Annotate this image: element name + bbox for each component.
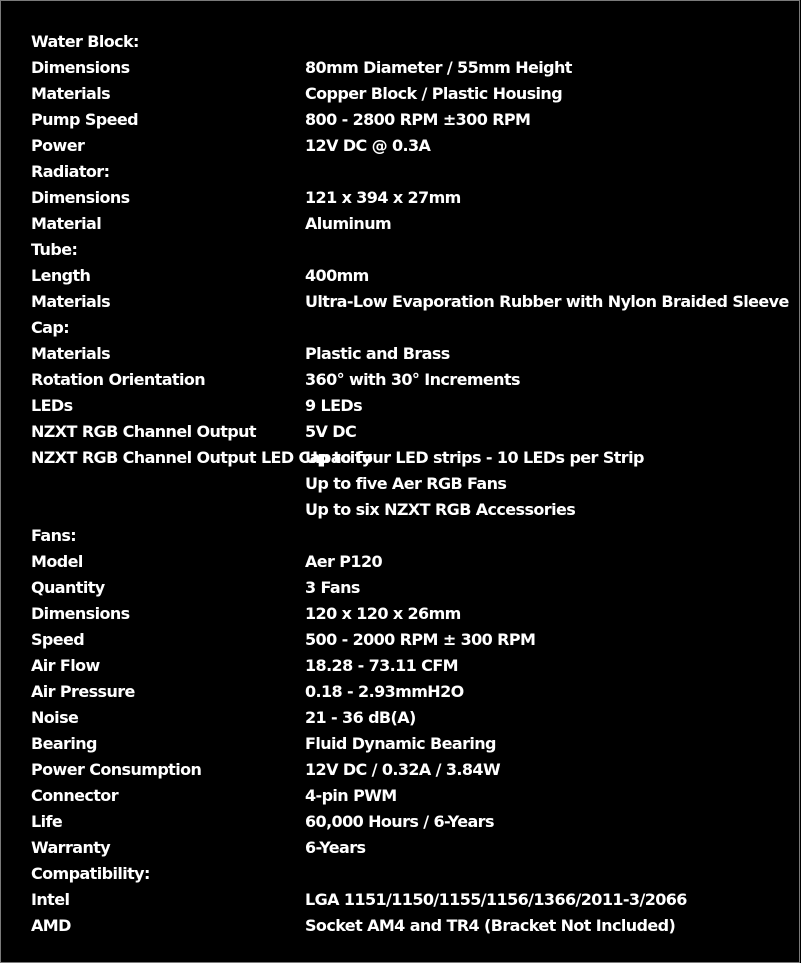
spec-row <box>31 55 801 81</box>
spec-value: 6-Years <box>305 838 366 857</box>
spec-label: NZXT RGB Channel Output <box>31 422 256 441</box>
spec-value: Plastic and Brass <box>305 344 450 363</box>
spec-value: 80mm Diameter / 55mm Height <box>305 58 572 77</box>
spec-label: Speed <box>31 630 85 649</box>
spec-value: Socket AM4 and TR4 (Bracket Not Included) <box>305 916 676 935</box>
spec-row <box>31 107 801 133</box>
spec-label: Connector <box>31 786 118 805</box>
spec-value: 121 x 394 x 27mm <box>305 188 461 207</box>
spec-value: Up to six NZXT RGB Accessories <box>305 500 576 519</box>
spec-row <box>31 627 801 653</box>
spec-value: LGA 1151/1150/1155/1156/1366/2011-3/2066 <box>305 890 687 909</box>
spec-value: Copper Block / Plastic Housing <box>305 84 563 103</box>
spec-label: Materials <box>31 344 110 363</box>
section-header-row <box>31 861 801 887</box>
spec-value: 0.18 - 2.93mmH2O <box>305 682 464 701</box>
spec-row <box>31 731 801 757</box>
spec-label: Material <box>31 214 102 233</box>
spec-label: Dimensions <box>31 604 130 623</box>
section-header-row <box>31 29 801 55</box>
spec-value: Aer P120 <box>305 552 383 571</box>
spec-label: Materials <box>31 292 110 311</box>
section-heading: Tube: <box>31 240 78 259</box>
spec-row <box>31 679 801 705</box>
spec-value: 12V DC @ 0.3A <box>305 136 431 155</box>
spec-row <box>31 133 801 159</box>
spec-row <box>31 471 801 497</box>
spec-row <box>31 913 801 939</box>
spec-row <box>31 835 801 861</box>
spec-label: Rotation Orientation <box>31 370 206 389</box>
spec-label: Air Pressure <box>31 682 135 701</box>
spec-value: Up to five Aer RGB Fans <box>305 474 507 493</box>
spec-label: Dimensions <box>31 58 130 77</box>
spec-row <box>31 263 801 289</box>
spec-label: Quantity <box>31 578 105 597</box>
spec-row <box>31 549 801 575</box>
spec-label: Noise <box>31 708 79 727</box>
spec-value: 5V DC <box>305 422 357 441</box>
spec-value: 60,000 Hours / 6-Years <box>305 812 494 831</box>
spec-value: 4-pin PWM <box>305 786 397 805</box>
spec-row <box>31 653 801 679</box>
spec-row <box>31 393 801 419</box>
spec-label: Air Flow <box>31 656 100 675</box>
section-heading: Fans: <box>31 526 77 545</box>
spec-row <box>31 497 801 523</box>
spec-value: Aluminum <box>305 214 392 233</box>
spec-label: Power <box>31 136 85 155</box>
section-heading: Radiator: <box>31 162 110 181</box>
spec-label: NZXT RGB Channel Output LED Capacity <box>31 448 372 467</box>
spec-label: Power Consumption <box>31 760 202 779</box>
spec-row <box>31 575 801 601</box>
spec-label: Length <box>31 266 91 285</box>
spec-row <box>31 705 801 731</box>
spec-value: Ultra-Low Evaporation Rubber with Nylon Braided Sleeve <box>305 292 789 311</box>
spec-value: 120 x 120 x 26mm <box>305 604 461 623</box>
spec-row <box>31 887 801 913</box>
spec-value: 400mm <box>305 266 369 285</box>
spec-row <box>31 601 801 627</box>
spec-row <box>31 809 801 835</box>
spec-value: 3 Fans <box>305 578 360 597</box>
section-header-row <box>31 237 801 263</box>
spec-table <box>31 29 801 939</box>
spec-label: AMD <box>31 916 71 935</box>
spec-label: Dimensions <box>31 188 130 207</box>
spec-label: LEDs <box>31 396 73 415</box>
spec-row <box>31 185 801 211</box>
spec-value: 12V DC / 0.32A / 3.84W <box>305 760 500 779</box>
spec-label: Bearing <box>31 734 97 753</box>
spec-value: Up to four LED strips - 10 LEDs per Strip <box>305 448 644 467</box>
spec-row <box>31 81 801 107</box>
spec-row <box>31 445 801 471</box>
section-heading: Compatibility: <box>31 864 150 883</box>
spec-label: Warranty <box>31 838 111 857</box>
spec-row <box>31 367 801 393</box>
spec-label: Model <box>31 552 83 571</box>
spec-value: Fluid Dynamic Bearing <box>305 734 496 753</box>
spec-row <box>31 289 801 315</box>
spec-value: 9 LEDs <box>305 396 363 415</box>
spec-value: 500 - 2000 RPM ± 300 RPM <box>305 630 536 649</box>
spec-row <box>31 757 801 783</box>
section-header-row <box>31 315 801 341</box>
spec-label: Intel <box>31 890 70 909</box>
spec-row <box>31 341 801 367</box>
spec-label: Life <box>31 812 63 831</box>
spec-value: 800 - 2800 RPM ±300 RPM <box>305 110 531 129</box>
section-header-row <box>31 159 801 185</box>
spec-value: 21 - 36 dB(A) <box>305 708 416 727</box>
spec-value: 360° with 30° Increments <box>305 370 520 389</box>
section-heading: Cap: <box>31 318 69 337</box>
spec-row <box>31 783 801 809</box>
spec-label: Materials <box>31 84 110 103</box>
spec-label: Pump Speed <box>31 110 138 129</box>
spec-row <box>31 419 801 445</box>
section-header-row <box>31 523 801 549</box>
section-heading: Water Block: <box>31 32 139 51</box>
spec-row <box>31 211 801 237</box>
spec-value: 18.28 - 73.11 CFM <box>305 656 458 675</box>
